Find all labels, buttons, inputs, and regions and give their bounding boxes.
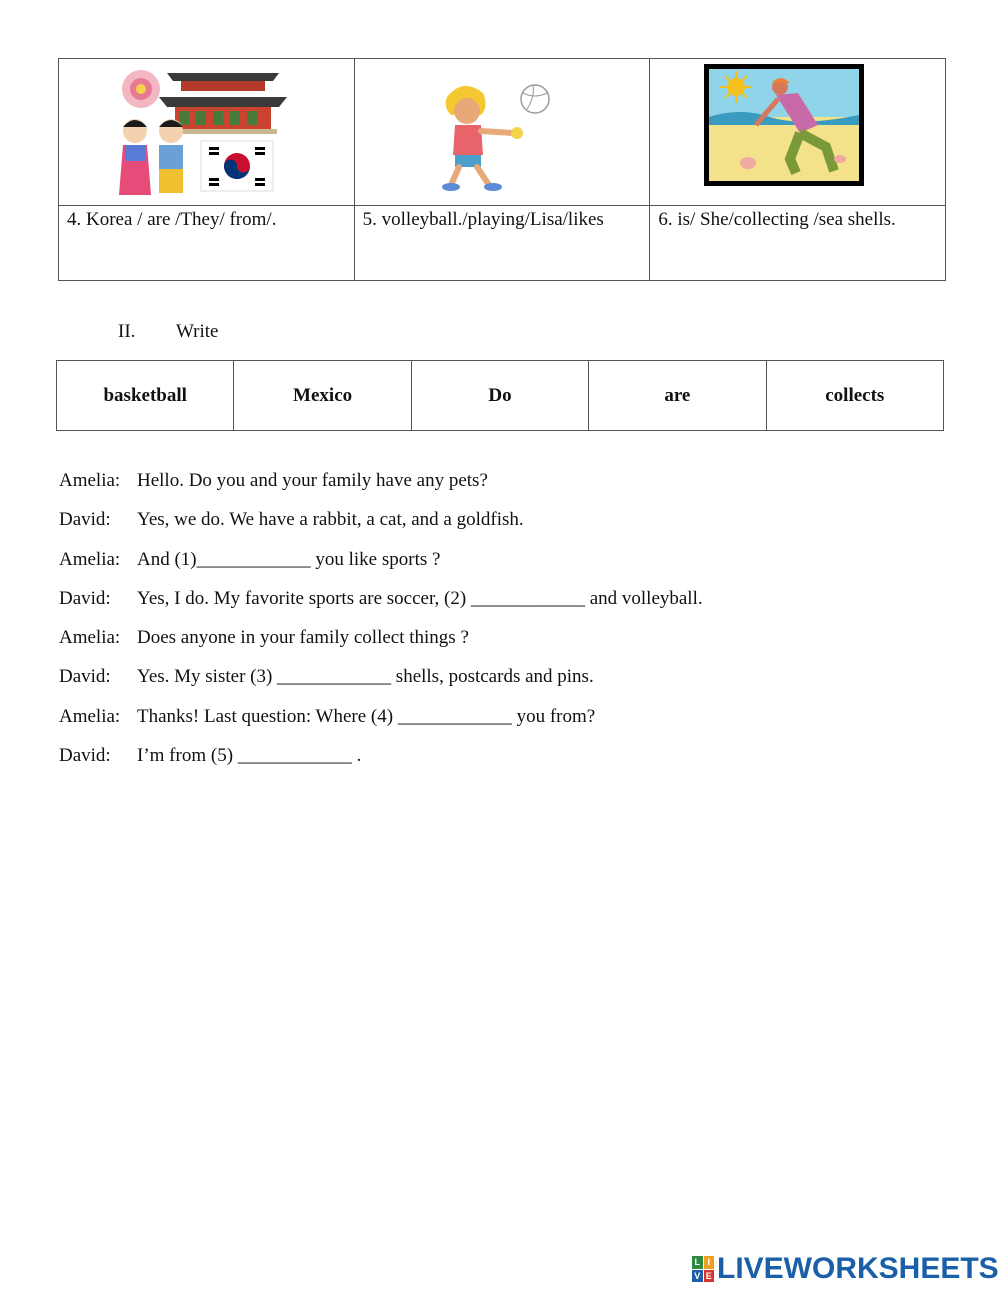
beach-illustration <box>650 59 945 205</box>
dialogue-line <box>59 506 959 545</box>
logo-tile: V <box>692 1270 703 1283</box>
picture-cell-korea <box>59 59 355 206</box>
line-text[interactable]: I’m from (5) ____________ . <box>137 745 362 767</box>
logo-tile: I <box>704 1256 715 1269</box>
caption-cell: 5. volleyball./playing/Lisa/likes <box>354 206 650 281</box>
logo-tiles-icon <box>692 1256 714 1282</box>
liveworksheets-logo[interactable] <box>692 1252 999 1286</box>
speaker: David: <box>59 666 111 688</box>
word-bank-item: Mexico <box>234 361 411 431</box>
korea-flag-icon <box>201 141 273 191</box>
section-heading <box>118 321 219 343</box>
line-text: Does anyone in your family collect things ? <box>137 627 469 649</box>
line-text[interactable]: And (1)____________ you like sports ? <box>137 548 441 570</box>
girl-icon <box>442 86 523 191</box>
line-text[interactable]: Yes. My sister (3) ____________ shells, postcards and pins. <box>137 666 594 688</box>
dialogue-line[interactable] <box>59 742 959 781</box>
line-text: Yes, we do. We have a rabbit, a cat, and a goldfish. <box>137 509 524 531</box>
word-bank-item: Do <box>411 361 588 431</box>
korean-children-icon <box>119 119 183 195</box>
picture-cell-shells <box>650 59 946 206</box>
dialogue <box>59 467 959 781</box>
speaker: David: <box>59 745 111 767</box>
speaker: David: <box>59 509 111 531</box>
logo-tile: L <box>692 1256 703 1269</box>
dialogue-line[interactable] <box>59 546 959 585</box>
section-number: II. <box>118 321 136 342</box>
dialogue-line[interactable] <box>59 663 959 702</box>
line-text[interactable]: Yes, I do. My favorite sports are soccer, (2) ____________ and volleyball. <box>137 587 703 609</box>
word-bank-item: collects <box>766 361 943 431</box>
dialogue-line <box>59 467 959 506</box>
speaker: David: <box>59 587 111 609</box>
dialogue-line <box>59 624 959 663</box>
hibiscus-flower-icon <box>122 70 160 108</box>
dialogue-line[interactable] <box>59 703 959 742</box>
line-text[interactable]: Thanks! Last question: Where (4) ____________ you from? <box>137 705 596 727</box>
speaker: Amelia: <box>59 470 121 491</box>
caption-cell: 6. is/ She/collecting /sea shells. <box>650 206 946 281</box>
section-title: Write <box>176 321 219 342</box>
logo-tile: E <box>704 1270 715 1283</box>
word-bank-item: basketball <box>57 361 234 431</box>
word-bank-item: are <box>589 361 766 431</box>
word-bank <box>56 360 944 431</box>
picture-exercise-table <box>58 58 946 281</box>
caption-cell: 4. Korea / are /They/ from/. <box>59 206 355 281</box>
line-text: Hello. Do you and your family have any pets? <box>137 470 488 491</box>
korea-illustration <box>59 59 354 205</box>
logo-text: LIVEWORKSHEETS <box>717 1252 999 1285</box>
picture-cell-volleyball <box>354 59 650 206</box>
speaker: Amelia: <box>59 548 121 570</box>
speaker: Amelia: <box>59 705 121 727</box>
dialogue-line[interactable] <box>59 585 959 624</box>
volleyball-illustration <box>355 59 650 205</box>
speaker: Amelia: <box>59 627 121 649</box>
volleyball-icon <box>521 85 549 113</box>
